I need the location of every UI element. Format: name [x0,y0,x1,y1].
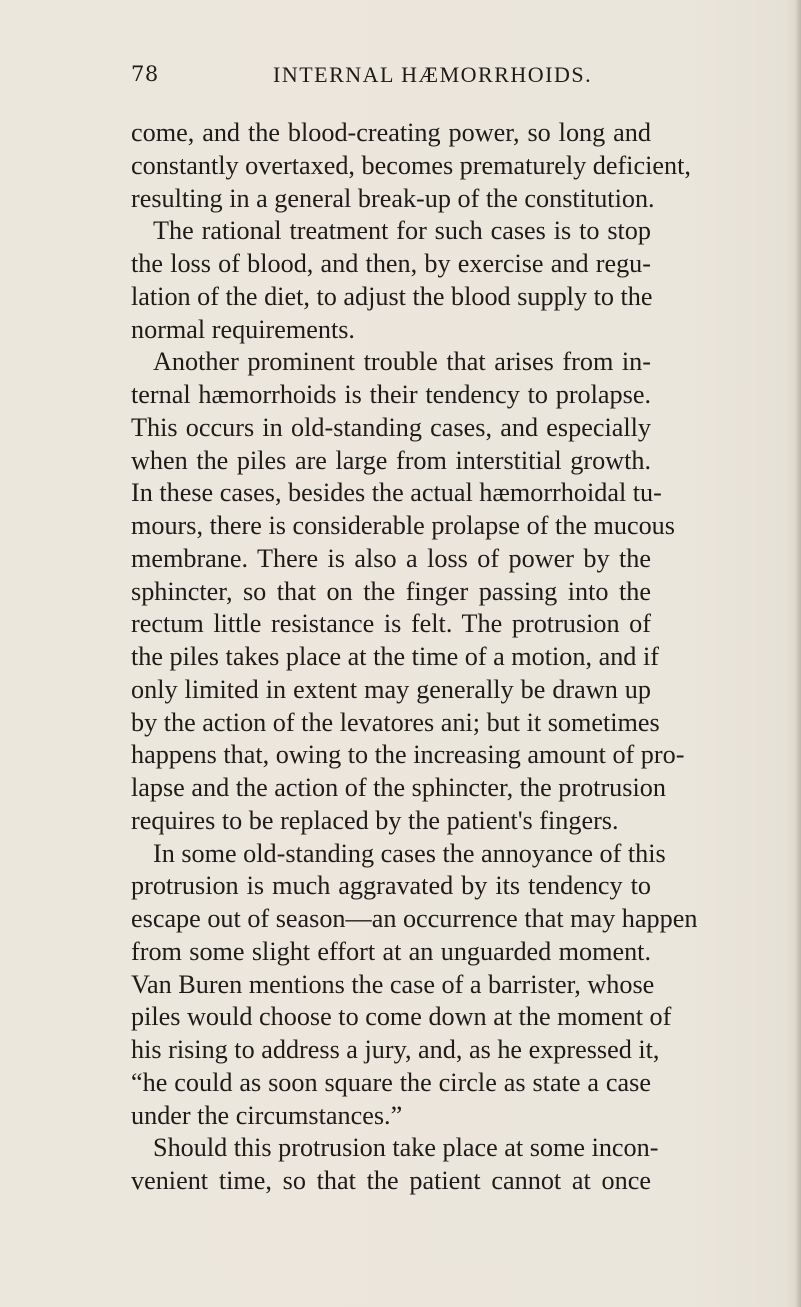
text-line: This occurs in old-standing cases, and especially [131,412,651,442]
text-line: Van Buren mentions the case of a barrister, whose [131,969,655,999]
text-line: constantly overtaxed, becomes prematurely deficient, [131,150,691,180]
text-line: by the action of the levatores ani; but it sometimes [131,707,660,737]
text-line: rectum little resistance is felt. The protrusion of [131,609,651,639]
text-line: under the circumstances.” [131,1100,403,1130]
text-line: sphincter, so that on the finger passing into the [131,576,651,606]
text-line: mours, there is considerable prolapse of the mucous [131,511,675,540]
text-line: resulting in a general break-up of the constitution. [131,183,655,213]
page-edge-shadow [795,0,801,1307]
text-line: only limited in extent may generally be drawn up [131,674,651,704]
text-line: from some slight effort at an unguarded moment. [131,936,651,966]
text-line: come, and the blood-creating power, so long and [131,118,651,147]
text-line: membrane. There is also a loss of power by the [131,543,651,573]
text-line: the piles takes place at the time of a motion, and if [131,642,659,671]
text-line: venient time, so that the patient cannot at once [131,1166,651,1195]
paragraph-start-line: In some old-standing cases the annoyance of this [153,838,666,868]
text-line: normal requirements. [131,314,355,344]
page-number: 78 [131,62,159,86]
text-line: protrusion is much aggravated by its tendency to [131,871,651,901]
body-text [131,117,698,1198]
text-line: when the piles are large from interstitial growth. [131,445,651,475]
running-head [131,62,601,96]
text-line: escape out of season—an occurrence that may happen [131,904,698,933]
running-title: INTERNAL HÆMORRHOIDS. [273,62,593,87]
paragraph-start-line: Another prominent trouble that arises from in- [153,347,651,377]
text-line: “he could as soon square the circle as state a case [131,1067,651,1097]
text-line: his rising to address a jury, and, as he expressed it, [131,1035,660,1064]
text-line: In these cases, besides the actual hæmorrhoidal tu- [131,478,662,508]
text-line: happens that, owing to the increasing amount of pro- [131,740,685,770]
text-line: lapse and the action of the sphincter, the protrusion [131,773,666,802]
text-line: the loss of blood, and then, by exercise and regu- [131,249,651,278]
text-line: piles would choose to come down at the moment of [131,1002,672,1032]
paragraph-start-line: The rational treatment for such cases is to stop [153,216,651,246]
paragraph-start-line: Should this protrusion take place at some incon- [153,1133,659,1163]
text-line: requires to be replaced by the patient's fingers. [131,805,619,835]
text-line: lation of the diet, to adjust the blood supply to the [131,281,653,311]
text-line: ternal hæmorrhoids is their tendency to prolapse. [131,380,651,409]
